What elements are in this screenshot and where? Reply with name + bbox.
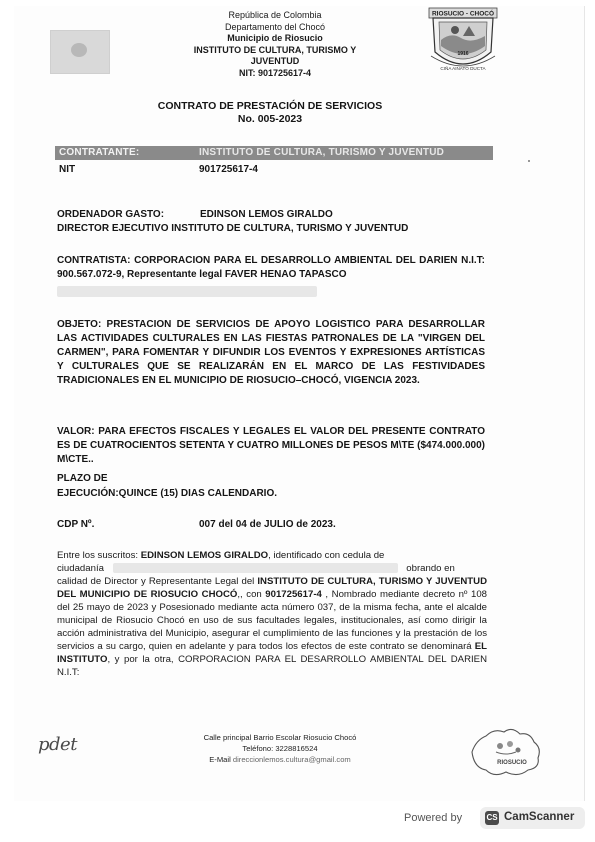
contract-title-line: CONTRATO DE PRESTACIÓN DE SERVICIOS bbox=[157, 100, 383, 112]
scan-speck bbox=[528, 160, 530, 162]
nit-label: NIT bbox=[59, 164, 76, 175]
footer-phone: Teléfono: 3228816524 bbox=[242, 744, 318, 753]
body-cedula-label: ciudadanía bbox=[57, 563, 104, 574]
contratante-value: INSTITUTO DE CULTURA, TURISMO Y JUVENTUD bbox=[199, 147, 445, 158]
ordenador-label: ORDENADOR GASTO: bbox=[57, 209, 165, 220]
cdp-label: CDP Nº. bbox=[57, 519, 95, 530]
signer-name: EDINSON LEMOS GIRALDO bbox=[140, 550, 269, 561]
seal-top-text: RIOSUCIO - CHOCÓ bbox=[431, 10, 495, 18]
riosucio-map-icon bbox=[466, 722, 546, 780]
body-intro-rest: , identificado con cedula de bbox=[268, 550, 385, 561]
valor-section: VALOR: PARA EFECTOS FISCALES Y LEGALES EL VALOR DEL PRESENTE CONTRATO ES DE CUATROCIENTOS SETENTA Y CUATRO MILLONES DE PESOS M\TE ($474.000.000) M\CTE.. bbox=[57, 426, 485, 465]
body-calidad: calidad de Director y Representante Legal del bbox=[57, 576, 258, 587]
letterhead bbox=[140, 10, 410, 79]
institute-name: INSTITUTO DE CULTURA, TURISMO Y JUVENTUD DEL MUNICIPIO DE RIOSUCIO CHOCÓ bbox=[57, 576, 487, 600]
header-nit: NIT: 901725617-4 bbox=[238, 67, 312, 78]
contratante-label: CONTRATANTE: bbox=[59, 147, 140, 158]
cdp-value: 007 del 04 de JULIO de 2023. bbox=[199, 519, 336, 530]
header-institute-2: JUVENTUD bbox=[250, 56, 300, 66]
footer-email-line bbox=[140, 754, 420, 765]
seal-bottom-text: CIÑA AINATO DUCTA bbox=[440, 66, 486, 71]
body-other-party: , y por la otra, CORPORACION PARA EL DESARROLLO AMBIENTAL DEL DARIEN N.I.T: bbox=[57, 654, 487, 678]
redacted-block bbox=[57, 286, 317, 297]
body-decree: , Nombrado mediante decreto nº 108 del 25 mayo de 2023 y Posesionado mediante acta número 037, de la misma fecha, ante el alcalde municipal de Riosucio Chocó en uso de sus facultades legales, institucionales, así como dirigir la acción administrativa del Municipio, asegurar el cumplimiento de las funciones y la prestación de los servicios a su cargo, quien en adelante y para todos los efectos de este contrato se denominará bbox=[57, 589, 487, 652]
header-department: Departamento del Chocó bbox=[224, 21, 326, 32]
contract-title bbox=[120, 100, 420, 126]
footer bbox=[140, 732, 420, 765]
header-country: República de Colombia bbox=[228, 10, 322, 20]
redacted-cedula bbox=[113, 563, 398, 573]
camscanner-brand: CamScanner bbox=[504, 811, 575, 823]
plazo-label: PLAZO DE bbox=[57, 473, 108, 484]
seal-year: 1916 bbox=[457, 51, 469, 57]
footer-email: direccionlemos.cultura@gmail.com bbox=[232, 755, 351, 764]
body-paragraph bbox=[57, 575, 487, 679]
header-municipality: Municipio de Riosucio bbox=[227, 33, 323, 43]
plazo-value: EJECUCIÓN:QUINCE (15) DIAS CALENDARIO. bbox=[57, 488, 278, 499]
municipal-seal-icon bbox=[425, 6, 501, 76]
footer-address: Calle principal Barrio Escolar Riosucio Chocó bbox=[203, 733, 357, 742]
body-cedula-end: obrando en bbox=[406, 563, 455, 574]
body-con: ,, con bbox=[237, 589, 266, 600]
powered-by-text: Powered by bbox=[404, 812, 463, 824]
body-line-1 bbox=[57, 549, 487, 562]
el-instituto: EL INSTITUTO bbox=[57, 641, 487, 665]
camscanner-icon: CS bbox=[485, 811, 499, 825]
ordenador-title: DIRECTOR EJECUTIVO INSTITUTO DE CULTURA, TURISMO Y JUVENTUD bbox=[57, 223, 409, 234]
header-institute: INSTITUTO DE CULTURA, TURISMO Y bbox=[193, 44, 357, 55]
pdet-logo: pdet bbox=[38, 734, 77, 755]
objeto-section: OBJETO: PRESTACION DE SERVICIOS DE APOYO LOGISTICO PARA DESARROLLAR LAS ACTIVIDADES CULTURALES EN LAS FIESTAS PATRONALES DE LA "VIRGEN DEL CARMEN", PARA FOMENTAR Y DIFUNDIR LOS EVENTOS Y EXPRESIONES ARTÍSTICAS Y CULTURALES QUE SE REALIZARÁN EN EL MARCO DE LAS FESTIVIDADES TRADICIONALES EN EL MUNICIPIO DE RIOSUCIO–CHOCÓ, VIGENCIA 2023. bbox=[57, 319, 485, 386]
nit-value: 901725617-4 bbox=[199, 164, 258, 175]
body-intro: Entre los suscritos: bbox=[57, 550, 141, 561]
ordenador-value: EDINSON LEMOS GIRALDO bbox=[200, 209, 333, 220]
institute-nit: 901725617-4 bbox=[265, 589, 322, 600]
map-label: RIOSUCIO bbox=[497, 760, 527, 766]
contract-number: No. 005-2023 bbox=[237, 113, 303, 125]
footer-email-label: E-Mail bbox=[209, 755, 231, 764]
contratista-section: CONTRATISTA: CORPORACION PARA EL DESARROLLO AMBIENTAL DEL DARIEN N.I.T: 900.567.072-9, Representante legal FAVER HENAO TAPASCO bbox=[57, 255, 485, 280]
body-line-2 bbox=[57, 562, 487, 575]
coat-of-arms-icon bbox=[50, 30, 110, 74]
